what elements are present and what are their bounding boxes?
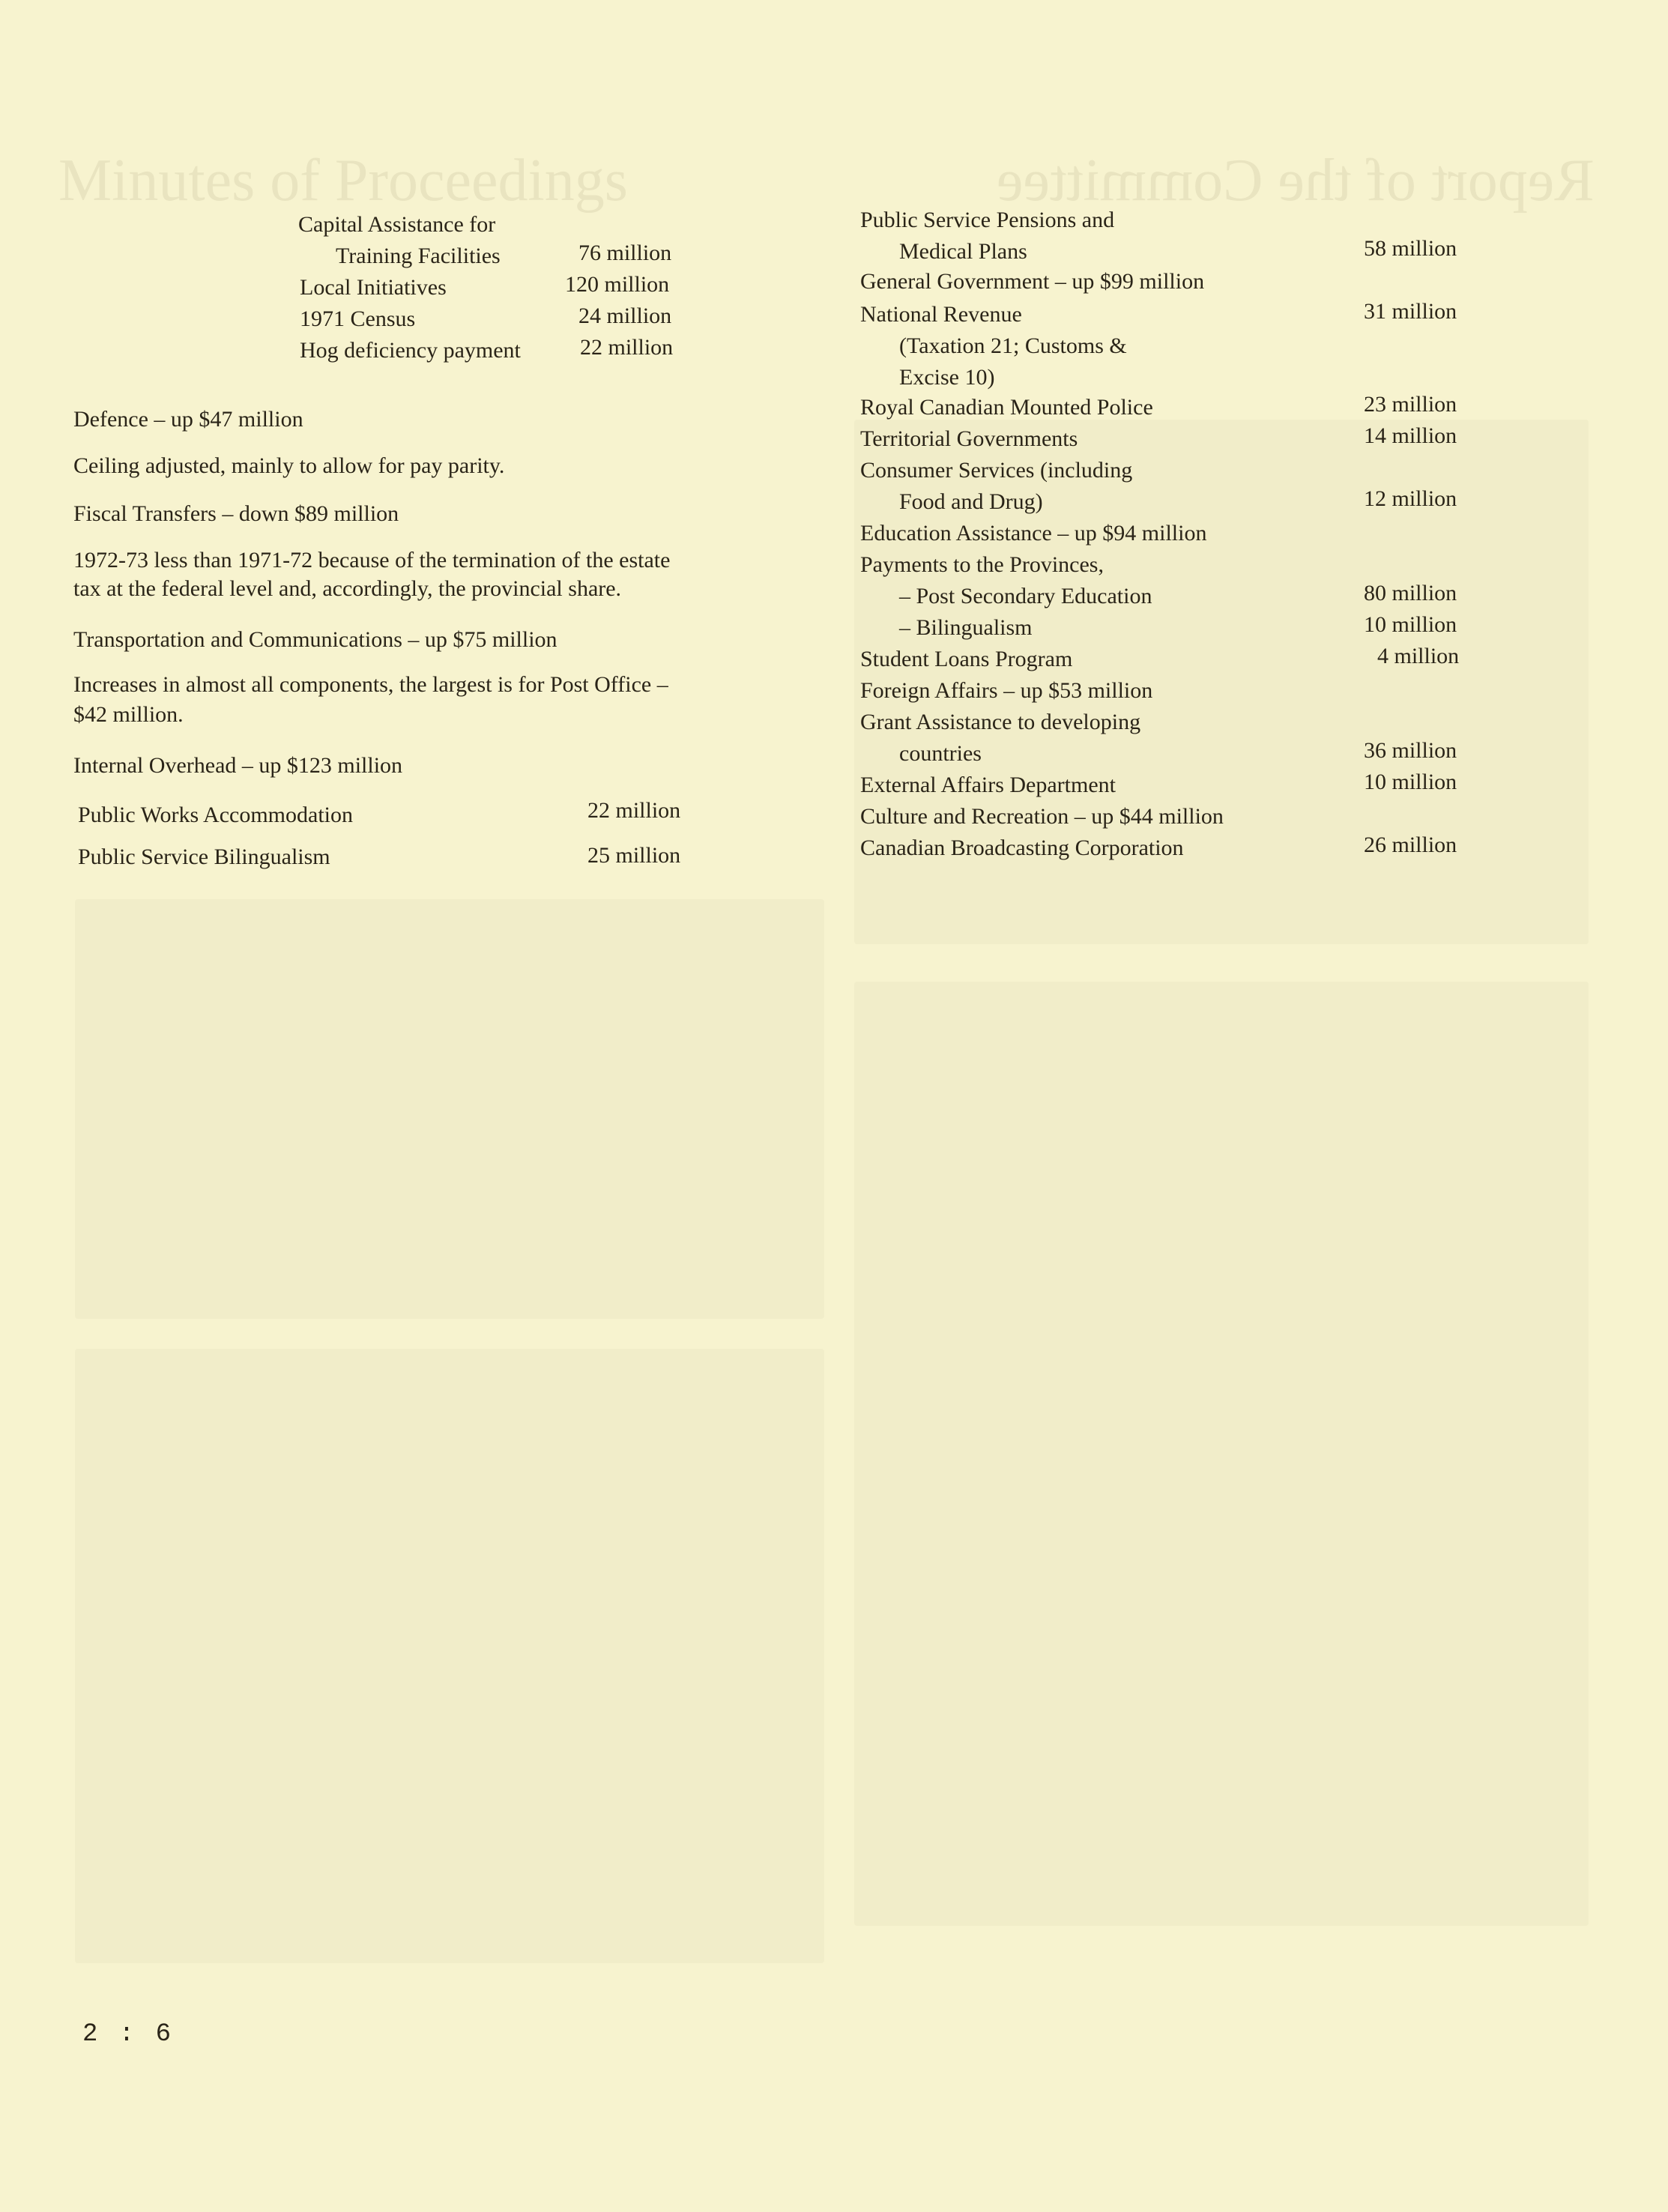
left-item-amount: 22 million (580, 335, 674, 360)
right-item-label: National Revenue (860, 302, 1022, 327)
overhead-heading: Internal Overhead – up $123 million (73, 753, 403, 778)
overhead-item-amount: 25 million (587, 843, 681, 868)
left-running-title: Minutes of Proceedings (58, 148, 628, 214)
left-item-amount: 120 million (565, 272, 670, 297)
page-number: 2 : 6 (82, 2020, 175, 2049)
right-item-label: Public Service Pensions and (860, 208, 1115, 232)
left-item-label: Training Facilities (336, 244, 501, 268)
right-item-label: Territorial Governments (860, 426, 1078, 451)
bleed-through-block (854, 982, 1589, 1926)
left-item-label: Hog deficiency payment (300, 338, 521, 363)
left-item-amount: 76 million (578, 241, 672, 265)
right-item-label: Medical Plans (899, 239, 1027, 264)
right-running-title: Report of the Committee (997, 148, 1595, 214)
left-item-label: Local Initiatives (300, 275, 447, 300)
right-item-amount: 36 million (1364, 738, 1457, 763)
right-item-label: Education Assistance – up $94 million (860, 521, 1207, 546)
right-item-label: – Post Secondary Education (899, 584, 1152, 608)
left-item-label: Capital Assistance for (298, 212, 496, 237)
right-item-amount: 10 million (1364, 612, 1457, 637)
overhead-item-amount: 22 million (587, 798, 681, 823)
right-item-label: Foreign Affairs – up $53 million (860, 678, 1153, 703)
overhead-item-label: Public Works Accommodation (78, 803, 354, 827)
defence-note: Ceiling adjusted, mainly to allow for pay parity. (73, 453, 505, 478)
fiscal-note-line: tax at the federal level and, accordingly, the provincial share. (73, 576, 622, 601)
left-item-amount: 24 million (578, 303, 672, 328)
transport-note-line: $42 million. (73, 702, 184, 727)
right-item-label: General Government – up $99 million (860, 269, 1205, 294)
bleed-through-block (75, 1349, 824, 1963)
right-item-label: Grant Assistance to developing (860, 710, 1141, 734)
bleed-through-block (75, 899, 824, 1319)
left-item-label: 1971 Census (300, 306, 416, 331)
right-item-amount: 23 million (1364, 392, 1457, 417)
overhead-item-label: Public Service Bilingualism (78, 844, 330, 869)
right-item-label: Payments to the Provinces, (860, 552, 1104, 577)
right-item-amount: 31 million (1364, 299, 1457, 324)
fiscal-note-line: 1972-73 less than 1971-72 because of the termination of the estate (73, 548, 671, 572)
right-item-label: Student Loans Program (860, 647, 1073, 671)
right-item-label: Excise 10) (899, 365, 995, 390)
right-item-label: countries (899, 741, 982, 766)
transport-heading: Transportation and Communications – up $75 million (73, 627, 557, 652)
right-item-label: External Affairs Department (860, 773, 1116, 797)
right-item-label: – Bilingualism (899, 615, 1033, 640)
right-item-amount: 26 million (1364, 832, 1457, 857)
right-item-amount: 12 million (1364, 486, 1457, 511)
right-item-label: Royal Canadian Mounted Police (860, 395, 1153, 420)
right-item-amount: 58 million (1364, 236, 1457, 261)
right-item-label: Food and Drug) (899, 489, 1043, 514)
right-item-label: (Taxation 21; Customs & (899, 333, 1127, 358)
right-item-amount: 80 million (1364, 581, 1457, 605)
right-item-label: Canadian Broadcasting Corporation (860, 835, 1184, 860)
right-item-amount: 10 million (1364, 770, 1457, 794)
right-item-label: Culture and Recreation – up $44 million (860, 804, 1224, 829)
defence-heading: Defence – up $47 million (73, 407, 303, 432)
transport-note-line: Increases in almost all components, the largest is for Post Office – (73, 672, 668, 697)
right-item-label: Consumer Services (including (860, 458, 1133, 483)
right-item-amount: 14 million (1364, 423, 1457, 448)
fiscal-transfers-heading: Fiscal Transfers – down $89 million (73, 501, 399, 526)
right-item-amount: 4 million (1377, 644, 1460, 668)
